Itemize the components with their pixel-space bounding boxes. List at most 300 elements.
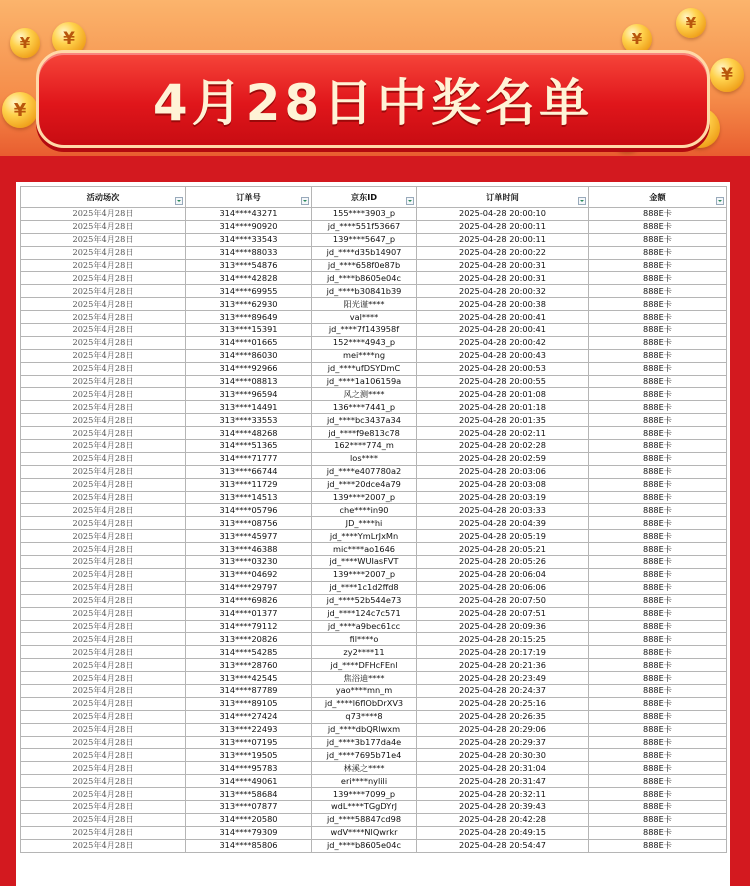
event-date-cell: 2025年4月28日 — [21, 259, 186, 272]
amount-cell: 888E卡 — [589, 646, 727, 659]
order-time-cell: 2025-04-28 20:23:49 — [417, 672, 589, 685]
jd-id-cell: jd_****1c1d2ffd8 — [312, 581, 417, 594]
amount-cell: 888E卡 — [589, 762, 727, 775]
order-number-cell: 314****85806 — [186, 839, 312, 852]
jd-id-cell: jd_****b30841b39 — [312, 285, 417, 298]
table-row — [21, 517, 727, 530]
table-row — [21, 697, 727, 710]
amount-cell: 888E卡 — [589, 826, 727, 839]
table-row — [21, 259, 727, 272]
coin-icon: ¥ — [710, 58, 744, 92]
order-time-cell: 2025-04-28 20:00:53 — [417, 362, 589, 375]
order-time-cell: 2025-04-28 20:00:11 — [417, 220, 589, 233]
jd-id-cell: 162****774_m — [312, 440, 417, 453]
amount-cell: 888E卡 — [589, 259, 727, 272]
event-date-cell: 2025年4月28日 — [21, 233, 186, 246]
order-number-cell: 314****54285 — [186, 646, 312, 659]
order-time-cell: 2025-04-28 20:02:59 — [417, 452, 589, 465]
jd-id-cell: jd_****ufDSYDmC — [312, 362, 417, 375]
filter-dropdown-icon[interactable] — [716, 197, 724, 205]
jd-id-cell: jd_****658f0e87b — [312, 259, 417, 272]
order-number-cell: 314****69955 — [186, 285, 312, 298]
jd-id-cell: mei****ng — [312, 349, 417, 362]
amount-cell: 888E卡 — [589, 388, 727, 401]
order-number-cell: 314****01377 — [186, 607, 312, 620]
table-frame — [0, 156, 750, 886]
jd-id-cell: jd_****a9bec61cc — [312, 620, 417, 633]
jd-id-cell: 林溪之**** — [312, 762, 417, 775]
table-row — [21, 620, 727, 633]
jd-id-cell: jd_****DFHcFEnl — [312, 659, 417, 672]
amount-cell: 888E卡 — [589, 581, 727, 594]
jd-id-cell: jd_****dbQRlwxm — [312, 723, 417, 736]
order-number-cell: 314****05796 — [186, 504, 312, 517]
amount-cell: 888E卡 — [589, 813, 727, 826]
header-cell — [417, 187, 589, 208]
jd-id-cell: jd_****7f143958f — [312, 324, 417, 337]
table-row — [21, 594, 727, 607]
amount-cell: 888E卡 — [589, 788, 727, 801]
jd-id-cell: jd_****3b177da4e — [312, 736, 417, 749]
header-label: 活动场次 — [86, 191, 120, 202]
event-date-cell: 2025年4月28日 — [21, 568, 186, 581]
amount-cell: 888E卡 — [589, 336, 727, 349]
order-number-cell: 314****48268 — [186, 427, 312, 440]
amount-cell: 888E卡 — [589, 568, 727, 581]
amount-cell: 888E卡 — [589, 324, 727, 337]
filter-dropdown-icon[interactable] — [578, 197, 586, 205]
event-date-cell: 2025年4月28日 — [21, 388, 186, 401]
order-number-cell: 313****22493 — [186, 723, 312, 736]
order-number-cell: 314****42828 — [186, 272, 312, 285]
order-time-cell: 2025-04-28 20:00:38 — [417, 298, 589, 311]
jd-id-cell: los**** — [312, 452, 417, 465]
event-date-cell: 2025年4月28日 — [21, 581, 186, 594]
event-date-cell: 2025年4月28日 — [21, 826, 186, 839]
order-time-cell: 2025-04-28 20:49:15 — [417, 826, 589, 839]
jd-id-cell: 阳光谨**** — [312, 298, 417, 311]
event-date-cell: 2025年4月28日 — [21, 607, 186, 620]
event-date-cell: 2025年4月28日 — [21, 723, 186, 736]
table-row — [21, 749, 727, 762]
event-date-cell: 2025年4月28日 — [21, 813, 186, 826]
amount-cell: 888E卡 — [589, 659, 727, 672]
order-time-cell: 2025-04-28 20:39:43 — [417, 800, 589, 813]
order-time-cell: 2025-04-28 20:03:19 — [417, 491, 589, 504]
event-date-cell: 2025年4月28日 — [21, 684, 186, 697]
jd-id-cell: fil****o — [312, 633, 417, 646]
jd-id-cell: 139****2007_p — [312, 491, 417, 504]
table-row — [21, 530, 727, 543]
order-time-cell: 2025-04-28 20:25:16 — [417, 697, 589, 710]
event-date-cell: 2025年4月28日 — [21, 478, 186, 491]
table-row — [21, 388, 727, 401]
event-date-cell: 2025年4月28日 — [21, 800, 186, 813]
order-time-cell: 2025-04-28 20:09:36 — [417, 620, 589, 633]
amount-cell: 888E卡 — [589, 697, 727, 710]
table-row — [21, 813, 727, 826]
order-number-cell: 314****79112 — [186, 620, 312, 633]
event-date-cell: 2025年4月28日 — [21, 465, 186, 478]
jd-id-cell: mic****ao1646 — [312, 543, 417, 556]
order-number-cell: 313****19505 — [186, 749, 312, 762]
amount-cell: 888E卡 — [589, 440, 727, 453]
order-number-cell: 313****28760 — [186, 659, 312, 672]
amount-cell: 888E卡 — [589, 672, 727, 685]
event-date-cell: 2025年4月28日 — [21, 697, 186, 710]
amount-cell: 888E卡 — [589, 800, 727, 813]
order-time-cell: 2025-04-28 20:32:11 — [417, 788, 589, 801]
order-time-cell: 2025-04-28 20:17:19 — [417, 646, 589, 659]
event-date-cell: 2025年4月28日 — [21, 762, 186, 775]
event-date-cell: 2025年4月28日 — [21, 246, 186, 259]
event-date-cell: 2025年4月28日 — [21, 504, 186, 517]
amount-cell: 888E卡 — [589, 633, 727, 646]
order-number-cell: 313****14491 — [186, 401, 312, 414]
amount-cell: 888E卡 — [589, 220, 727, 233]
table-row — [21, 375, 727, 388]
order-time-cell: 2025-04-28 20:07:51 — [417, 607, 589, 620]
order-number-cell: 313****58684 — [186, 788, 312, 801]
order-time-cell: 2025-04-28 20:00:41 — [417, 311, 589, 324]
amount-cell: 888E卡 — [589, 736, 727, 749]
order-time-cell: 2025-04-28 20:00:41 — [417, 324, 589, 337]
order-time-cell: 2025-04-28 20:01:08 — [417, 388, 589, 401]
jd-id-cell: zy2****11 — [312, 646, 417, 659]
amount-cell: 888E卡 — [589, 465, 727, 478]
event-date-cell: 2025年4月28日 — [21, 362, 186, 375]
amount-cell: 888E卡 — [589, 517, 727, 530]
order-number-cell: 313****08756 — [186, 517, 312, 530]
coin-icon: ¥ — [2, 92, 38, 128]
jd-id-cell: jd_****bc3437a34 — [312, 414, 417, 427]
table-row — [21, 478, 727, 491]
order-time-cell: 2025-04-28 20:03:33 — [417, 504, 589, 517]
order-time-cell: 2025-04-28 20:01:35 — [417, 414, 589, 427]
header-label: 金额 — [649, 191, 666, 202]
order-time-cell: 2025-04-28 20:03:08 — [417, 478, 589, 491]
jd-id-cell: jd_****1a106159a — [312, 375, 417, 388]
winners-table — [20, 186, 727, 853]
order-number-cell: 313****11729 — [186, 478, 312, 491]
event-date-cell: 2025年4月28日 — [21, 272, 186, 285]
table-row — [21, 504, 727, 517]
event-date-cell: 2025年4月28日 — [21, 594, 186, 607]
amount-cell: 888E卡 — [589, 233, 727, 246]
header-cell — [21, 187, 186, 208]
event-date-cell: 2025年4月28日 — [21, 491, 186, 504]
order-time-cell: 2025-04-28 20:00:31 — [417, 259, 589, 272]
amount-cell: 888E卡 — [589, 452, 727, 465]
order-number-cell: 314****95783 — [186, 762, 312, 775]
event-date-cell: 2025年4月28日 — [21, 710, 186, 723]
header-cell — [312, 187, 417, 208]
order-number-cell: 313****04692 — [186, 568, 312, 581]
order-time-cell: 2025-04-28 20:00:42 — [417, 336, 589, 349]
amount-cell: 888E卡 — [589, 414, 727, 427]
table-row — [21, 233, 727, 246]
order-number-cell: 314****49061 — [186, 775, 312, 788]
amount-cell: 888E卡 — [589, 375, 727, 388]
table-row — [21, 826, 727, 839]
event-date-cell: 2025年4月28日 — [21, 672, 186, 685]
order-time-cell: 2025-04-28 20:00:43 — [417, 349, 589, 362]
table-row — [21, 246, 727, 259]
event-date-cell: 2025年4月28日 — [21, 375, 186, 388]
order-number-cell: 313****42545 — [186, 672, 312, 685]
amount-cell: 888E卡 — [589, 349, 727, 362]
table-row — [21, 568, 727, 581]
order-number-cell: 313****07195 — [186, 736, 312, 749]
order-time-cell: 2025-04-28 20:00:32 — [417, 285, 589, 298]
coin-icon: ¥ — [52, 22, 86, 56]
order-number-cell: 314****92966 — [186, 362, 312, 375]
order-time-cell: 2025-04-28 20:26:35 — [417, 710, 589, 723]
order-number-cell: 314****71777 — [186, 452, 312, 465]
event-date-cell: 2025年4月28日 — [21, 620, 186, 633]
table-row — [21, 220, 727, 233]
order-number-cell: 314****01665 — [186, 336, 312, 349]
order-time-cell: 2025-04-28 20:02:11 — [417, 427, 589, 440]
table-row — [21, 465, 727, 478]
order-time-cell: 2025-04-28 20:06:04 — [417, 568, 589, 581]
table-row — [21, 839, 727, 852]
jd-id-cell: 152****4943_p — [312, 336, 417, 349]
header-row — [21, 187, 727, 208]
table-row — [21, 556, 727, 569]
amount-cell: 888E卡 — [589, 710, 727, 723]
event-date-cell: 2025年4月28日 — [21, 839, 186, 852]
hero-banner — [0, 0, 750, 160]
event-date-cell: 2025年4月28日 — [21, 285, 186, 298]
jd-id-cell: eri****nylili — [312, 775, 417, 788]
filter-dropdown-icon[interactable] — [301, 197, 309, 205]
order-number-cell: 314****33543 — [186, 233, 312, 246]
table-row — [21, 710, 727, 723]
amount-cell: 888E卡 — [589, 427, 727, 440]
coin-icon: ¥ — [622, 24, 652, 54]
order-number-cell: 313****66744 — [186, 465, 312, 478]
jd-id-cell: jd_****b8605e04c — [312, 272, 417, 285]
event-date-cell: 2025年4月28日 — [21, 788, 186, 801]
amount-cell: 888E卡 — [589, 543, 727, 556]
header-label: 订单时间 — [486, 191, 519, 202]
event-date-cell: 2025年4月28日 — [21, 452, 186, 465]
event-date-cell: 2025年4月28日 — [21, 646, 186, 659]
table-row — [21, 298, 727, 311]
table-row — [21, 440, 727, 453]
order-number-cell: 314****87789 — [186, 684, 312, 697]
amount-cell: 888E卡 — [589, 556, 727, 569]
order-time-cell: 2025-04-28 20:42:28 — [417, 813, 589, 826]
event-date-cell: 2025年4月28日 — [21, 440, 186, 453]
jd-id-cell: jd_****YmLrJxMn — [312, 530, 417, 543]
order-time-cell: 2025-04-28 20:06:06 — [417, 581, 589, 594]
event-date-cell: 2025年4月28日 — [21, 543, 186, 556]
order-number-cell: 313****20826 — [186, 633, 312, 646]
order-time-cell: 2025-04-28 20:00:55 — [417, 375, 589, 388]
order-number-cell: 313****62930 — [186, 298, 312, 311]
order-number-cell: 313****89649 — [186, 311, 312, 324]
jd-id-cell: jd_****52b544e73 — [312, 594, 417, 607]
event-date-cell: 2025年4月28日 — [21, 530, 186, 543]
jd-id-cell: JD_****hi — [312, 517, 417, 530]
table-row — [21, 272, 727, 285]
amount-cell: 888E卡 — [589, 246, 727, 259]
order-time-cell: 2025-04-28 20:00:31 — [417, 272, 589, 285]
order-number-cell: 314****27424 — [186, 710, 312, 723]
jd-id-cell: wdL****TGgDYrJ — [312, 800, 417, 813]
amount-cell: 888E卡 — [589, 272, 727, 285]
header-label: 京东ID — [350, 191, 378, 202]
event-date-cell: 2025年4月28日 — [21, 659, 186, 672]
event-date-cell: 2025年4月28日 — [21, 556, 186, 569]
order-number-cell: 313****46388 — [186, 543, 312, 556]
order-time-cell: 2025-04-28 20:04:39 — [417, 517, 589, 530]
event-date-cell: 2025年4月28日 — [21, 208, 186, 221]
event-date-cell: 2025年4月28日 — [21, 298, 186, 311]
order-time-cell: 2025-04-28 20:54:47 — [417, 839, 589, 852]
order-number-cell: 313****15391 — [186, 324, 312, 337]
jd-id-cell: 139****2007_p — [312, 568, 417, 581]
order-number-cell: 313****14513 — [186, 491, 312, 504]
amount-cell: 888E卡 — [589, 607, 727, 620]
amount-cell: 888E卡 — [589, 208, 727, 221]
table-row — [21, 208, 727, 221]
order-time-cell: 2025-04-28 20:07:50 — [417, 594, 589, 607]
amount-cell: 888E卡 — [589, 723, 727, 736]
order-number-cell: 314****79309 — [186, 826, 312, 839]
table-row — [21, 336, 727, 349]
order-time-cell: 2025-04-28 20:21:36 — [417, 659, 589, 672]
amount-cell: 888E卡 — [589, 620, 727, 633]
event-date-cell: 2025年4月28日 — [21, 517, 186, 530]
jd-id-cell: jd_****20dce4a79 — [312, 478, 417, 491]
jd-id-cell: 风之测**** — [312, 388, 417, 401]
header-cell — [589, 187, 727, 208]
table-row — [21, 788, 727, 801]
order-number-cell: 314****20580 — [186, 813, 312, 826]
amount-cell: 888E卡 — [589, 594, 727, 607]
table-row — [21, 285, 727, 298]
table-row — [21, 362, 727, 375]
table-row — [21, 427, 727, 440]
order-number-cell: 313****03230 — [186, 556, 312, 569]
event-date-cell: 2025年4月28日 — [21, 749, 186, 762]
jd-id-cell: yao****mn_m — [312, 684, 417, 697]
event-date-cell: 2025年4月28日 — [21, 220, 186, 233]
amount-cell: 888E卡 — [589, 491, 727, 504]
order-time-cell: 2025-04-28 20:29:37 — [417, 736, 589, 749]
amount-cell: 888E卡 — [589, 504, 727, 517]
event-date-cell: 2025年4月28日 — [21, 414, 186, 427]
page-title: 4月28日中奖名单 — [152, 74, 594, 132]
event-date-cell: 2025年4月28日 — [21, 736, 186, 749]
order-time-cell: 2025-04-28 20:05:19 — [417, 530, 589, 543]
filter-dropdown-icon[interactable] — [175, 197, 183, 205]
order-number-cell: 313****45977 — [186, 530, 312, 543]
table-row — [21, 762, 727, 775]
amount-cell: 888E卡 — [589, 362, 727, 375]
table-row — [21, 800, 727, 813]
table-row — [21, 414, 727, 427]
order-time-cell: 2025-04-28 20:31:04 — [417, 762, 589, 775]
jd-id-cell: jd_****l6flObDrXV3 — [312, 697, 417, 710]
table-row — [21, 543, 727, 556]
table-row — [21, 736, 727, 749]
coin-icon: ¥ — [676, 8, 706, 38]
jd-id-cell: 136****7441_p — [312, 401, 417, 414]
jd-id-cell: jd_****124c7c571 — [312, 607, 417, 620]
order-number-cell: 314****29797 — [186, 581, 312, 594]
jd-id-cell: 155****3903_p — [312, 208, 417, 221]
order-number-cell: 314****43271 — [186, 208, 312, 221]
order-time-cell: 2025-04-28 20:05:26 — [417, 556, 589, 569]
table-row — [21, 633, 727, 646]
order-number-cell: 313****96594 — [186, 388, 312, 401]
order-time-cell: 2025-04-28 20:30:30 — [417, 749, 589, 762]
table-row — [21, 452, 727, 465]
table-row — [21, 401, 727, 414]
order-number-cell: 314****90920 — [186, 220, 312, 233]
order-time-cell: 2025-04-28 20:03:06 — [417, 465, 589, 478]
amount-cell: 888E卡 — [589, 285, 727, 298]
jd-id-cell: q73****8 — [312, 710, 417, 723]
order-number-cell: 314****69826 — [186, 594, 312, 607]
order-time-cell: 2025-04-28 20:15:25 — [417, 633, 589, 646]
amount-cell: 888E卡 — [589, 775, 727, 788]
order-number-cell: 314****88033 — [186, 246, 312, 259]
table-row — [21, 607, 727, 620]
winners-sheet — [16, 182, 730, 886]
order-time-cell: 2025-04-28 20:00:10 — [417, 208, 589, 221]
amount-cell: 888E卡 — [589, 311, 727, 324]
order-time-cell: 2025-04-28 20:24:37 — [417, 684, 589, 697]
header-label: 订单号 — [236, 191, 261, 202]
event-date-cell: 2025年4月28日 — [21, 775, 186, 788]
event-date-cell: 2025年4月28日 — [21, 633, 186, 646]
event-date-cell: 2025年4月28日 — [21, 336, 186, 349]
jd-id-cell: jd_****e407780a2 — [312, 465, 417, 478]
table-row — [21, 581, 727, 594]
coin-icon: ¥ — [10, 28, 40, 58]
event-date-cell: 2025年4月28日 — [21, 311, 186, 324]
event-date-cell: 2025年4月28日 — [21, 401, 186, 414]
jd-id-cell: val**** — [312, 311, 417, 324]
jd-id-cell: jd_****b8605e04c — [312, 839, 417, 852]
order-time-cell: 2025-04-28 20:00:22 — [417, 246, 589, 259]
table-row — [21, 349, 727, 362]
order-time-cell: 2025-04-28 20:00:11 — [417, 233, 589, 246]
order-number-cell: 314****08813 — [186, 375, 312, 388]
table-row — [21, 723, 727, 736]
filter-dropdown-icon[interactable] — [406, 197, 414, 205]
jd-id-cell: 焦浴迪**** — [312, 672, 417, 685]
table-row — [21, 775, 727, 788]
amount-cell: 888E卡 — [589, 684, 727, 697]
order-number-cell: 313****33553 — [186, 414, 312, 427]
table-row — [21, 672, 727, 685]
order-time-cell: 2025-04-28 20:02:28 — [417, 440, 589, 453]
order-time-cell: 2025-04-28 20:01:18 — [417, 401, 589, 414]
order-number-cell: 313****07877 — [186, 800, 312, 813]
jd-id-cell: 139****5647_p — [312, 233, 417, 246]
order-number-cell: 314****51365 — [186, 440, 312, 453]
order-time-cell: 2025-04-28 20:31:47 — [417, 775, 589, 788]
order-time-cell: 2025-04-28 20:05:21 — [417, 543, 589, 556]
jd-id-cell: jd_****551f53667 — [312, 220, 417, 233]
table-row — [21, 646, 727, 659]
